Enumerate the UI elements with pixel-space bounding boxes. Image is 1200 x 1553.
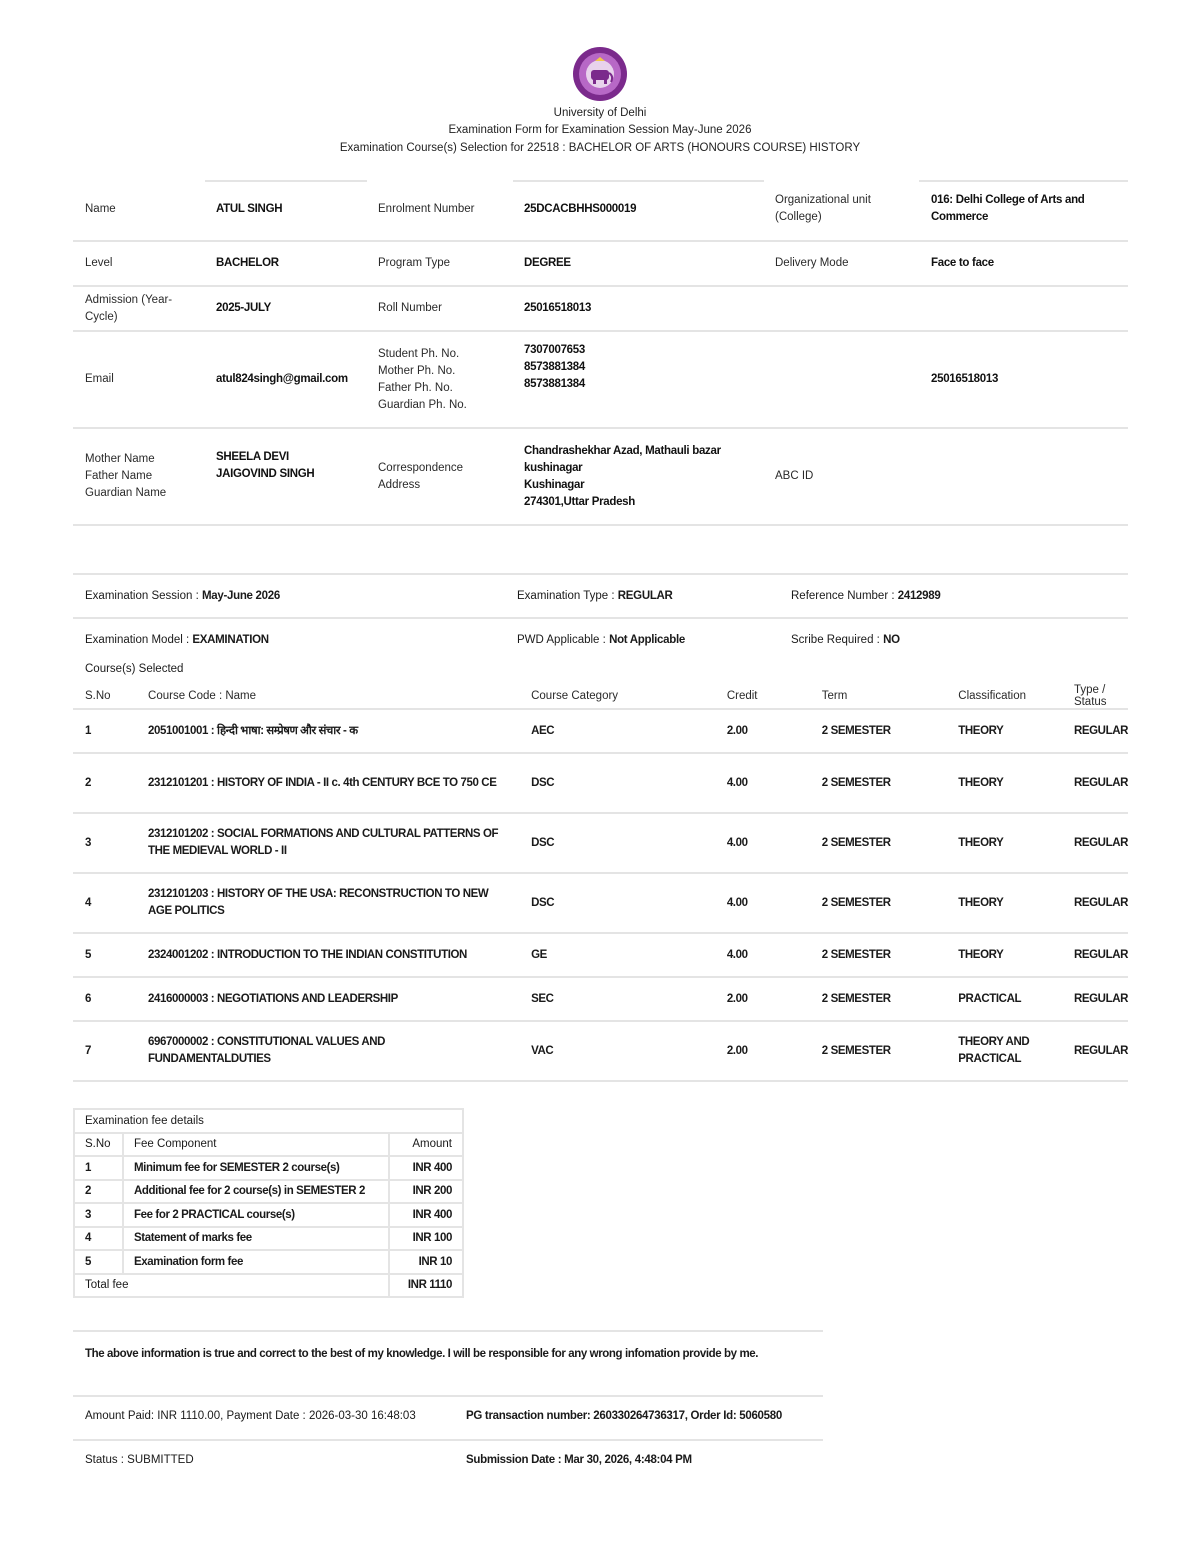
mother-phone-label: Mother Ph. No. (378, 364, 456, 377)
exam-type (505, 590, 779, 602)
fee-col-component: Fee Component (123, 1133, 389, 1157)
exam-row (73, 575, 1128, 619)
course-name: 2312101201 : HISTORY OF INDIA - II c. 4th CENTURY BCE TO 750 CE (136, 753, 519, 813)
exam-type-label: Examination Type : (517, 590, 615, 602)
course-category: AEC (519, 709, 715, 753)
fee-component: Examination form fee (123, 1250, 389, 1274)
father-phone: 8573881384 (524, 378, 585, 390)
pwd-value: Not Applicable (609, 634, 685, 646)
parent-labels (73, 451, 204, 502)
parent-values (204, 429, 366, 483)
fee-component: Fee for 2 PRACTICAL course(s) (123, 1203, 389, 1227)
col-status: Type / Status (1062, 684, 1128, 709)
course-credit: 4.00 (715, 873, 810, 933)
courses-table (73, 684, 1128, 1082)
name-label: Name (85, 202, 116, 215)
course-credit: 4.00 (715, 813, 810, 873)
student-phone-label: Student Ph. No. (378, 347, 460, 360)
fee-row (74, 1227, 463, 1251)
student-name: ATUL SINGH (216, 202, 283, 215)
address-line: Kushinagar (524, 478, 585, 491)
guardian-name-label: Guardian Name (85, 487, 167, 499)
payment-amount: Amount Paid: INR 1110.00, Payment Date : 2026-03-30 16:48:03 (85, 1410, 416, 1422)
info-row (73, 242, 1128, 287)
reference-number (779, 590, 940, 602)
address-value (512, 443, 763, 511)
course-row (73, 1021, 1128, 1081)
student-phone: 7307007653 (524, 344, 585, 356)
transaction-text: PG transaction number: 260330264736317, Order Id: 5060580 (466, 1410, 782, 1422)
course-row (73, 753, 1128, 813)
col-sno: S.No (73, 684, 136, 709)
col-course: Course Code : Name (136, 684, 519, 709)
course-name: 2312101203 : HISTORY OF THE USA: RECONSTRUCTION TO NEW AGE POLITICS (136, 873, 519, 933)
courses-header-row (73, 684, 1128, 709)
course-status: REGULAR (1062, 1021, 1128, 1081)
info-row (73, 429, 1128, 526)
course-row (73, 813, 1128, 873)
fee-amount: INR 400 (389, 1203, 463, 1227)
course-status: REGULAR (1062, 873, 1128, 933)
fee-component: Minimum fee for SEMESTER 2 course(s) (123, 1156, 389, 1180)
course-category: GE (519, 933, 715, 977)
fee-total-label: Total fee (74, 1274, 389, 1298)
payment-transaction (466, 1410, 782, 1422)
address-label: Correspondence Address (378, 461, 464, 491)
course-row (73, 933, 1128, 977)
course-sno: 1 (73, 709, 136, 753)
course-category: DSC (519, 873, 715, 933)
exam-model-value: EXAMINATION (192, 634, 269, 646)
course-name: 2051001001 : हिन्दी भाषा: सम्प्रेषण और संचार - क (136, 709, 519, 753)
info-row (73, 178, 1128, 242)
course-name: 6967000002 : CONSTITUTIONAL VALUES AND FUNDAMENTALDUTIES (136, 1021, 519, 1081)
fee-body (74, 1156, 463, 1274)
fee-title: Examination fee details (74, 1109, 463, 1133)
org-unit-label: Organizational unit (College) (775, 194, 871, 223)
father-name-label: Father Name (85, 470, 153, 482)
course-credit: 4.00 (715, 753, 810, 813)
address-line: Chandrashekhar Azad, Mathauli bazar (524, 444, 721, 457)
program-type-label: Program Type (378, 257, 451, 269)
fee-component: Statement of marks fee (123, 1227, 389, 1251)
admission-label: Admission (Year-Cycle) (85, 293, 173, 323)
col-category: Course Category (519, 684, 715, 709)
declaration: The above information is true and correct to the best of my knowledge. I will be responsible for any wrong infomation provide by me. (85, 1348, 759, 1360)
info-row (73, 332, 1128, 429)
exam-session-label: Examination Session : (85, 590, 199, 602)
divider (73, 1330, 823, 1332)
course-term: 2 SEMESTER (810, 933, 947, 977)
level-value: BACHELOR (216, 257, 279, 269)
university-name: University of Delhi (553, 107, 647, 119)
course-sno: 4 (73, 873, 136, 933)
course-classification: THEORY (946, 753, 1062, 813)
course-credit: 2.00 (715, 977, 810, 1021)
course-credit: 4.00 (715, 933, 810, 977)
course-status: REGULAR (1062, 709, 1128, 753)
fee-component: Additional fee for 2 course(s) in SEMESTER 2 (123, 1180, 389, 1204)
fee-col-amount: Amount (389, 1133, 463, 1157)
course-status: REGULAR (1062, 753, 1128, 813)
col-classification: Classification (946, 684, 1062, 709)
course-term: 2 SEMESTER (810, 1021, 947, 1081)
course-credit: 2.00 (715, 709, 810, 753)
submission-status: Status : SUBMITTED (85, 1454, 194, 1466)
course-name: 2324001202 : INTRODUCTION TO THE INDIAN CONSTITUTION (136, 933, 519, 977)
fee-amount: INR 400 (389, 1156, 463, 1180)
admission-value: 2025-JULY (216, 302, 272, 314)
reference-label: Reference Number : (791, 590, 895, 602)
course-classification: THEORY (946, 933, 1062, 977)
address-line: 274301,Uttar Pradesh (524, 495, 635, 508)
course-name: 2312101202 : SOCIAL FORMATIONS AND CULTURAL PATTERNS OF THE MEDIEVAL WORLD - II (136, 813, 519, 873)
form-title: Examination Form for Examination Session May-June 2026 (448, 124, 752, 136)
father-name: JAIGOVIND SINGH (216, 468, 315, 480)
course-selection-title: Examination Course(s) Selection for 22518 : BACHELOR OF ARTS (HONOURS COURSE) HISTORY (339, 142, 861, 154)
course-classification: PRACTICAL (946, 977, 1062, 1021)
org-unit: 016: Delhi College of Arts and Commerce (931, 194, 1085, 223)
course-status: REGULAR (1062, 813, 1128, 873)
fee-total: INR 1110 (389, 1274, 463, 1298)
col-credit: Credit (715, 684, 810, 709)
course-sno: 3 (73, 813, 136, 873)
course-sno: 6 (73, 977, 136, 1021)
mother-name-label: Mother Name (85, 453, 155, 465)
student-info-grid (73, 178, 1128, 526)
roll-number-label: Roll Number (378, 302, 442, 314)
course-category: DSC (519, 813, 715, 873)
exam-model (73, 634, 505, 646)
pwd-applicable (505, 634, 779, 646)
course-row (73, 873, 1128, 933)
mother-name: SHEELA DEVI (216, 451, 289, 463)
fee-sno: 5 (74, 1250, 123, 1274)
delivery-mode-label: Delivery Mode (775, 257, 849, 269)
info-row (73, 287, 1128, 332)
enrolment-label: Enrolment Number (378, 202, 475, 215)
course-credit: 2.00 (715, 1021, 810, 1081)
exam-type-value: REGULAR (617, 590, 673, 602)
phone-labels (366, 346, 512, 414)
fee-row (74, 1180, 463, 1204)
father-phone-label: Father Ph. No. (378, 381, 453, 394)
pwd-label: PWD Applicable : (517, 634, 606, 646)
fee-sno: 2 (74, 1180, 123, 1204)
submission-date (466, 1454, 692, 1466)
exam-model-label: Examination Model : (85, 634, 190, 646)
scribe-label: Scribe Required : (791, 634, 880, 646)
course-classification: THEORY (946, 813, 1062, 873)
course-sno: 7 (73, 1021, 136, 1081)
roll-number: 25016518013 (524, 302, 592, 314)
fee-title-row (74, 1109, 463, 1133)
delivery-mode-value: Face to face (931, 257, 994, 269)
phone-values (512, 332, 763, 393)
enrolment-number: 25DCACBHHS000019 (524, 202, 637, 215)
mother-phone: 8573881384 (524, 361, 585, 373)
course-term: 2 SEMESTER (810, 977, 947, 1021)
email-value: atul824singh@gmail.com (216, 373, 348, 385)
guardian-phone-label: Guardian Ph. No. (378, 398, 467, 411)
course-classification: THEORY AND PRACTICAL (946, 1021, 1062, 1081)
course-term: 2 SEMESTER (810, 873, 947, 933)
col-term: Term (810, 684, 947, 709)
course-row (73, 977, 1128, 1021)
fee-col-sno: S.No (74, 1133, 123, 1157)
divider (73, 1439, 823, 1441)
roll-number-repeat: 25016518013 (931, 373, 999, 385)
fee-amount: INR 10 (389, 1250, 463, 1274)
course-category: SEC (519, 977, 715, 1021)
address-line: kushinagar (524, 461, 583, 474)
course-status: REGULAR (1062, 977, 1128, 1021)
course-classification: THEORY (946, 873, 1062, 933)
course-classification: THEORY (946, 709, 1062, 753)
fee-row (74, 1203, 463, 1227)
exam-row (73, 619, 1128, 661)
reference-value: 2412989 (897, 590, 941, 602)
fee-row (74, 1156, 463, 1180)
exam-session (73, 590, 505, 602)
university-seal-icon (572, 46, 628, 102)
courses-title: Course(s) Selected (85, 663, 184, 675)
course-term: 2 SEMESTER (810, 753, 947, 813)
fee-sno: 4 (74, 1227, 123, 1251)
fee-total-row (74, 1274, 463, 1298)
abc-id-label: ABC ID (775, 470, 814, 482)
course-term: 2 SEMESTER (810, 813, 947, 873)
level-label: Level (85, 257, 113, 269)
courses-body (73, 709, 1128, 1081)
course-sno: 2 (73, 753, 136, 813)
fee-sno: 1 (74, 1156, 123, 1180)
course-term: 2 SEMESTER (810, 709, 947, 753)
course-sno: 5 (73, 933, 136, 977)
fee-table (73, 1108, 464, 1298)
email-label: Email (85, 373, 114, 385)
course-row (73, 709, 1128, 753)
course-category: VAC (519, 1021, 715, 1081)
fee-amount: INR 200 (389, 1180, 463, 1204)
exam-session-value: May-June 2026 (202, 590, 280, 602)
course-category: DSC (519, 753, 715, 813)
scribe-required (779, 634, 900, 646)
scribe-value: NO (883, 634, 900, 646)
fee-amount: INR 100 (389, 1227, 463, 1251)
divider (73, 1395, 823, 1397)
fee-row (74, 1250, 463, 1274)
course-name: 2416000003 : NEGOTIATIONS AND LEADERSHIP (136, 977, 519, 1021)
submission-date-text: Submission Date : Mar 30, 2026, 4:48:04 PM (466, 1454, 692, 1466)
course-status: REGULAR (1062, 933, 1128, 977)
program-type-value: DEGREE (524, 257, 571, 269)
fee-header-row (74, 1133, 463, 1157)
fee-sno: 3 (74, 1203, 123, 1227)
exam-details (73, 573, 1128, 661)
